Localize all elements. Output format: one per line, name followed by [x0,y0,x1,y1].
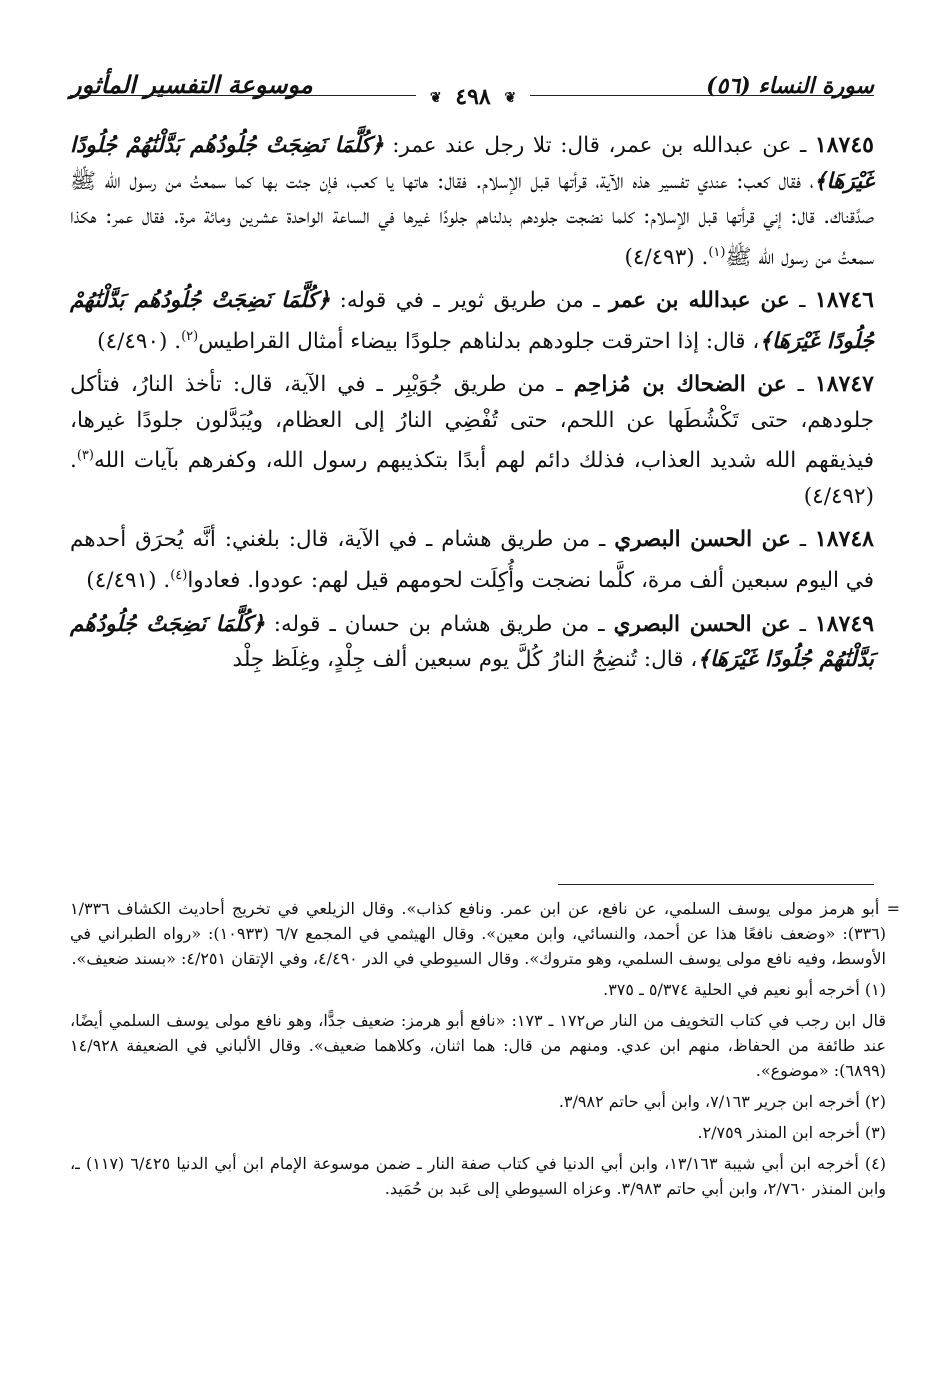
quran-verse: ﴿كُلَّمَا نَضِجَتْ جُلُودُهُم بَدَّلْنَٰهُمْ جُلُودًا غَيْرَهَا﴾ [70,288,874,354]
entry-text: ، فقال كعب: عندي تفسير هذه الآية، قرأتها قبل الإسلام. فقال: هاتها يا كعب، فإن جئت بها كما سمعتُ من رسول الله ﷺ صدَّقناك. قال: إني قرأتها قبل الإسلام: كلما نضجت جلودهم بدلناهم جلودًا غيرها في الساعة الواحدة عشرين ومائة مرة. فقال عمر: هكذا سمعتُ من رسول الله ﷺ [70,168,874,270]
entry-text: ـ من طريق هشام ـ في الآية، قال: بلغني: أنَّه يُحرَق أحدهم في اليوم سبعين ألف مرة، كلَّما نضجت وأُكِلَت لحومهم قيل لهم: عودوا. فعادوا [70,527,874,594]
volume-page-ref: (٤/٤٩١) [86,568,157,594]
entry-number: ١٨٧٤٨ [814,526,874,553]
footnote-item [70,896,900,971]
entry-text: ـ [786,372,815,398]
page-number-wrap [0,84,946,110]
narration-entry [70,367,874,514]
entry-text: ـ من طريق هشام بن حسان ـ قوله: [264,611,614,637]
footnote-text: (٣) أخرجه ابن المنذر ٢/٧٥٩. [697,1123,886,1142]
narration-entry [70,522,874,598]
continuation-mark: = [879,899,900,918]
entry-number: ١٨٧٤٦ [814,287,874,314]
entry-text: ـ من طريق ثوير ـ في قوله: [330,288,609,314]
entry-number: ١٨٧٤٥ [814,132,874,158]
quran-verse: ﴿كُلَّمَا نَضِجَتْ جُلُودُهُم بَدَّلْنَٰهُمْ جُلُودًا غَيْرَهَا﴾ [70,133,874,194]
ornament-icon: ❦ [504,90,517,106]
narration-entry [70,607,874,678]
footnote-text: قال ابن رجب في كتاب التخويف من النار ص١٧٢ ـ ١٧٣: «نافع أبو هرمز: ضعيف جدًّا، وهو نافع مولى يوسف السلمي أيضًا، عند طائفة من الحفاظ، منهم ابن عدي. ومنهم من قال: هما اثنان، وكلاهما ضعيف». وقال الألباني في الضعيفة ١٤/٩٢٨ (٦٨٩٩): «موضوع». [70,1011,886,1080]
footnote-text: أبو هرمز مولى يوسف السلمي، عن نافع، عن ابن عمر. ونافع كذاب». وقال الزيلعي في تخريج أحاديث الكشاف ١/٣٣٦ (٣٣٦): «وضعف نافعًا هذا عن أحمد، والنسائي، وابن معين». وقال الهيثمي في المجمع ٦/٧ (١٠٩٣٣): «رواه الطبراني في الأوسط، وفيه نافع مولى يوسف السلمي، وهو متروك». وقال السيوطي في الدر ٤/٤٩٠، وفي الإتقان ٤/٢٥١: «بسند ضعيف». [70,899,886,968]
footnote-marker: (١) [708,244,726,260]
entry-text: ـ [790,527,815,553]
footnote-marker: (٣) [76,448,94,464]
footnote-text: (١) أخرجه أبو نعيم في الحلية ٥/٣٧٤ ـ ٣٧٥. [603,980,886,999]
footnote-marker: (٤) [170,567,188,583]
footnote-item [70,1089,886,1114]
footnote-item [70,1120,886,1145]
entry-text: ، قال: إذا احترقت جلودهم بدلناهم جلودًا بيضاء أمثال القراطيس [198,328,760,354]
narrator-name: عن الحسن البصري [613,611,791,637]
entry-text: ـ من طريق جُوَيْبِر ـ في الآية، قال: تأخذ النارُ، فتأكل جلودهم، حتى تَكْشُطَها عن اللحم، حتى تُفْضِي النارُ إلى العظام، ويُبَدَّلون جلودًا غيرها، فيذيقهم الله شديد العذاب، فذلك دائم لهم أبدًا بتكذيبهم رسول الله، وكفرهم بآيات الله [70,372,874,474]
narration-entry [70,283,874,359]
narrator-name: عن عبدالله بن عمر [608,288,790,314]
entry-number: ١٨٧٤٧ [814,371,874,398]
footnote-item [70,977,886,1002]
footnotes-section [70,896,900,1207]
quran-verse: ﴿كُلَّمَا نَضِجَتْ جُلُودُهُم بَدَّلْنَٰهُمْ جُلُودًا غَيْرَهَا﴾ [70,611,874,673]
footnote-rule [558,884,874,885]
volume-page-ref: (٤/٤٩٣) [624,244,695,270]
footnote-marker: (٢) [181,328,199,344]
entry-number: ١٨٧٤٩ [814,610,875,637]
page-number-badge [416,84,530,110]
volume-page-ref: (٤/٤٩٢) [803,483,874,509]
entry-text: ـ [789,288,815,314]
entry-text: . [167,328,182,354]
entry-text: . [694,244,709,270]
narration-entry [70,128,874,275]
entry-text: ، قال: تُنضِجُ النارُ كُلَّ يوم سبعين ألف جِلْدٍ، وغِلَظ جِلْد [232,647,698,673]
page-number: ٤٩٨ [455,84,491,110]
entry-text: ـ [790,611,815,637]
narrations-list [70,128,874,686]
surah-title: سورة النساء (٥٦) [706,73,874,99]
ornament-icon: ❦ [429,90,442,106]
entry-text: . [156,568,171,594]
narrator-name: عن الضحاك بن مُزاحِم [573,372,787,398]
narrator-name: عن الحسن البصري [614,527,791,553]
footnote-text: (٤) أخرجه ابن أبي شيبة ١٣/١٦٣، وابن أبي الدنيا في كتاب صفة النار ـ ضمن موسوعة الإمام ابن أبي الدنيا ٦/٤٢٥ (١١٧) ـ، وابن المنذر ٢/٧٦٠، وابن أبي حاتم ٣/٩٨٣. وعزاه السيوطي إلى عَبد بن حُمَيد. [70,1154,887,1198]
footnote-item [70,1151,886,1201]
footnote-item [70,1008,886,1083]
entry-text: . [70,448,77,474]
footnote-text: (٢) أخرجه ابن جرير ٧/١٦٣، وابن أبي حاتم ٣/٩٨٢. [558,1092,886,1111]
volume-page-ref: (٤/٤٩٠) [97,328,168,354]
book-title: موسوعة التفسير المأثور [70,70,313,99]
entry-text: ـ عن عبدالله بن عمر، قال: تلا رجل عند عمر: [383,133,815,158]
